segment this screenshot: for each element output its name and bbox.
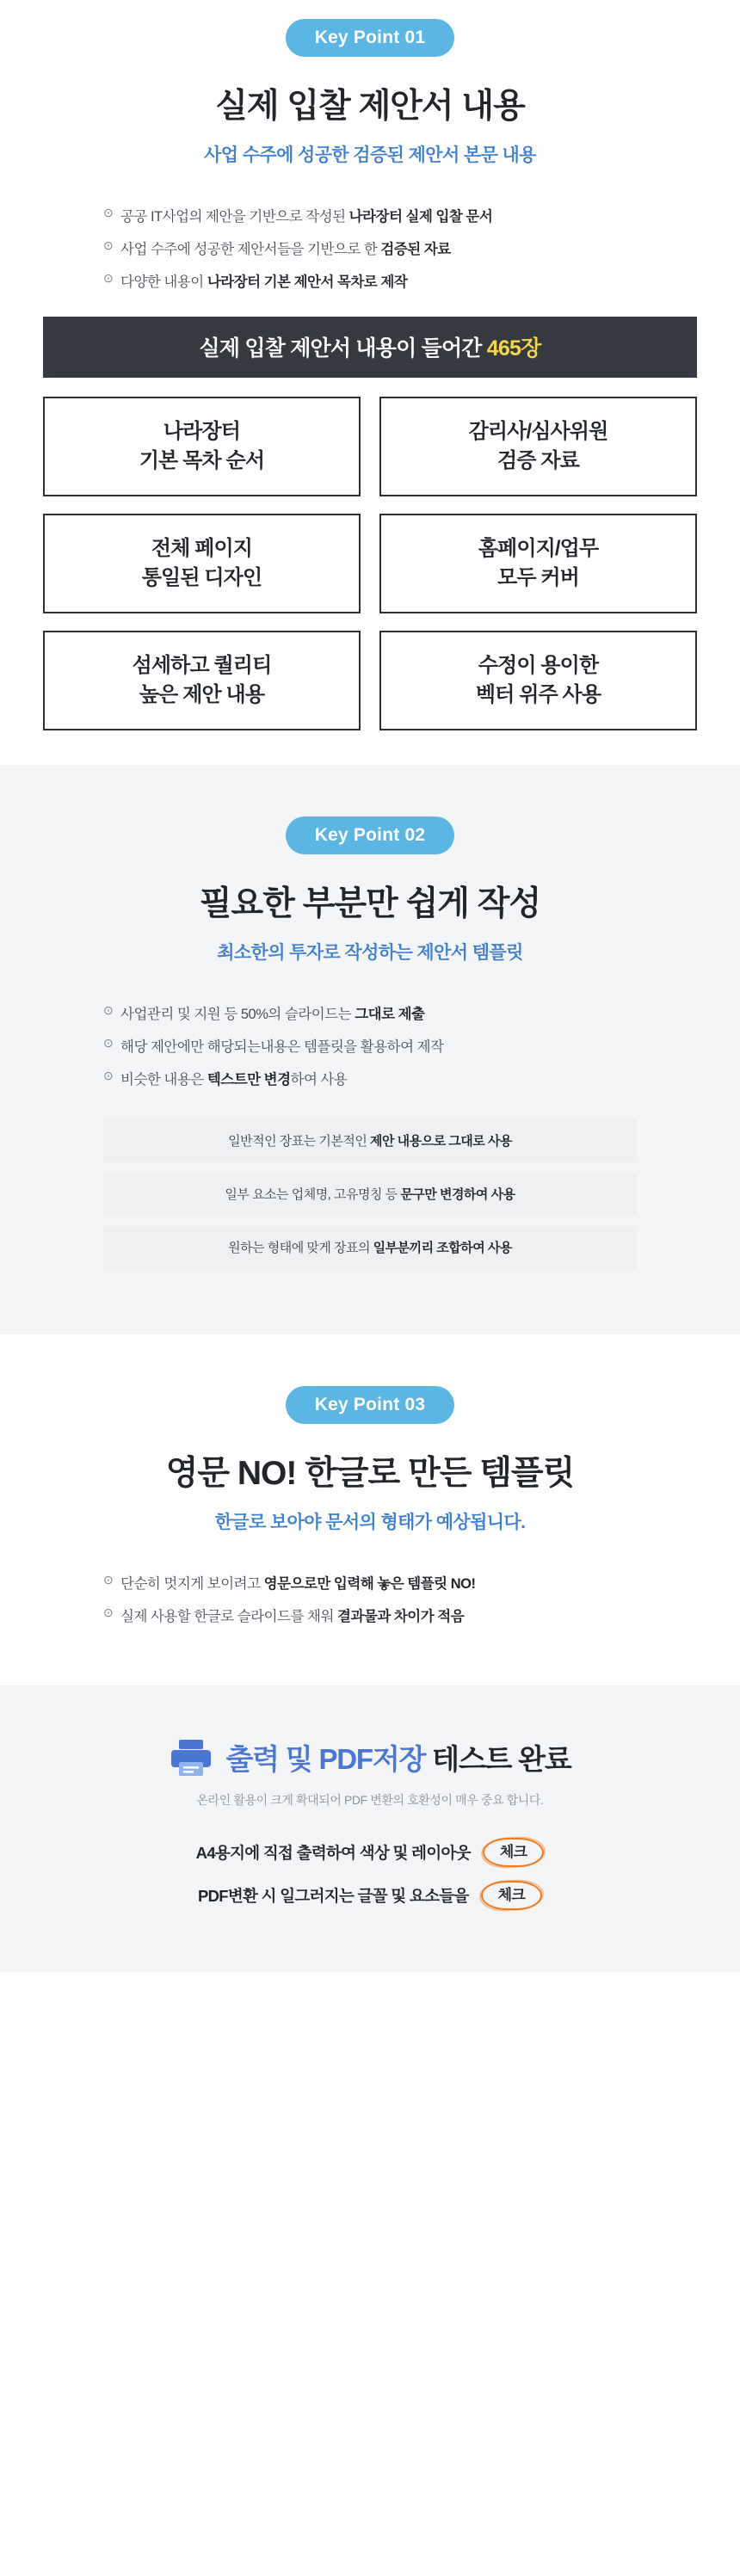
section-key-point-02	[0, 765, 740, 1334]
feature-box-line1: 감리사/심사위원	[468, 419, 608, 443]
list-item	[103, 1002, 637, 1023]
check-row-list	[0, 1838, 740, 1910]
page-count-highlight: 465장	[486, 336, 541, 361]
list-item	[103, 1035, 637, 1056]
printer-icon	[169, 1738, 213, 1778]
list-item	[103, 1572, 637, 1593]
check-row-text: PDF변환 시 일그러지는 글꼴 및 요소들을	[197, 1887, 469, 1905]
usage-strip-list	[103, 1119, 637, 1269]
bullet-list	[103, 205, 637, 291]
check-badge: 체크	[481, 1881, 542, 1910]
feature-box-line2: 높은 제안 내용	[139, 683, 265, 706]
feature-box	[43, 397, 361, 496]
section-subtitle: 사업 수주에 성공한 검증된 제안서 본문 내용	[204, 145, 536, 165]
bullet-list	[103, 1572, 637, 1625]
feature-box-line2: 검증 자료	[497, 449, 579, 472]
chevron-right-icon: ⊙	[103, 1573, 114, 1587]
print-subtitle: 온라인 활용이 크게 확대되어 PDF 변환의 호환성이 매우 중요 합니다.	[196, 1793, 544, 1807]
usage-strip-bold: 일부분끼리 조합하여 사용	[373, 1241, 512, 1255]
section-key-point-03	[0, 1334, 740, 1685]
bullet-list	[103, 1002, 637, 1088]
list-item-text: 해당 제안에만 해당되는내용은 템플릿을 활용하여 제작	[120, 1039, 444, 1055]
section-key-point-01	[0, 0, 740, 765]
list-item-text: 사업 수주에 성공한 제안서들을 기반으로 한 검증된 자료	[120, 242, 451, 257]
feature-box-line1: 수정이 용이한	[478, 653, 599, 677]
list-item-text: 다양한 내용이 나라장터 기본 제안서 목차로 제작	[120, 274, 408, 290]
check-badge: 체크	[483, 1838, 544, 1867]
list-item	[103, 205, 637, 225]
chevron-right-icon: ⊙	[103, 1069, 114, 1082]
feature-box-line2: 벡터 위주 사용	[475, 683, 601, 706]
list-item-text: 비슷한 내용은 텍스트만 변경하여 사용	[120, 1072, 348, 1088]
list-item	[103, 237, 637, 258]
section-print-test	[0, 1685, 740, 1972]
feature-box-line2: 통일된 디자인	[141, 566, 262, 589]
usage-strip-pre: 일부 요소는 업체명, 고유명칭 등	[225, 1187, 401, 1202]
usage-strip-pre: 일반적인 장표는 기본적인	[228, 1134, 370, 1149]
chevron-right-icon: ⊙	[103, 1605, 114, 1619]
section-title: 영문 NO! 한글로 만든 템플릿	[165, 1455, 575, 1492]
badge-wrapper	[0, 19, 740, 57]
feature-box-line1: 전체 페이지	[151, 536, 253, 560]
feature-box-line1: 홈페이지/업무	[478, 536, 599, 560]
feature-box	[379, 514, 697, 613]
feature-box	[379, 631, 697, 730]
list-item	[103, 1605, 637, 1625]
feature-box-grid	[43, 397, 697, 730]
chevron-right-icon: ⊙	[103, 206, 114, 219]
badge-wrapper	[0, 817, 740, 854]
feature-box-line1: 나라장터	[163, 419, 241, 443]
list-item-text: 공공 IT사업의 제안을 기반으로 작성된 나라장터 실제 입찰 문서	[120, 209, 493, 225]
feature-box	[379, 397, 697, 496]
print-title	[225, 1737, 570, 1778]
print-heading-row	[0, 1737, 740, 1778]
usage-strip-bold: 제안 내용으로 그대로 사용	[370, 1134, 512, 1149]
list-item-text: 사업관리 및 지원 등 50%의 슬라이드는 그대로 제출	[120, 1007, 425, 1022]
page-count-banner-text: 실제 입찰 제안서 내용이 들어간	[199, 336, 487, 361]
feature-box-line2: 기본 목차 순서	[139, 449, 265, 472]
usage-strip	[103, 1119, 637, 1162]
key-point-badge: Key Point 02	[286, 817, 454, 854]
chevron-right-icon: ⊙	[103, 1003, 114, 1017]
check-row	[0, 1838, 740, 1867]
feature-box-line1: 섬세하고 퀄리티	[132, 653, 272, 677]
usage-strip-bold: 문구만 변경하여 사용	[400, 1187, 515, 1202]
check-row	[0, 1881, 740, 1910]
section-subtitle: 한글로 보아야 문서의 형태가 예상됩니다.	[214, 1513, 526, 1532]
feature-box	[43, 514, 361, 613]
list-item-text: 실제 사용할 한글로 슬라이드를 채워 결과물과 차이가 적음	[120, 1609, 465, 1624]
usage-strip	[103, 1173, 637, 1216]
key-point-badge: Key Point 01	[286, 19, 454, 57]
print-title-blue: 출력 및 PDF저장	[225, 1743, 426, 1775]
check-row-text: A4용지에 직접 출력하여 색상 및 레이아웃	[195, 1844, 471, 1862]
badge-wrapper	[0, 1386, 740, 1424]
page-count-banner	[43, 317, 697, 378]
usage-strip-pre: 원하는 형태에 맞게 장표의	[228, 1241, 373, 1255]
print-title-rest: 테스트 완료	[425, 1743, 571, 1775]
usage-strip	[103, 1226, 637, 1269]
feature-box	[43, 631, 361, 730]
chevron-right-icon: ⊙	[103, 238, 114, 252]
list-item-text: 단순히 멋지게 보이려고 영문으로만 입력해 놓은 템플릿 NO!	[120, 1576, 476, 1592]
list-item	[103, 1068, 637, 1088]
key-point-badge: Key Point 03	[286, 1386, 454, 1424]
page-title: 실제 입찰 제안서 내용	[215, 88, 525, 125]
feature-box-line2: 모두 커버	[497, 566, 579, 589]
section-subtitle: 최소한의 투자로 작성하는 제안서 템플릿	[217, 943, 523, 963]
chevron-right-icon: ⊙	[103, 271, 114, 285]
section-title: 필요한 부분만 쉽게 작성	[199, 885, 541, 922]
list-item	[103, 270, 637, 291]
chevron-right-icon: ⊙	[103, 1036, 114, 1050]
